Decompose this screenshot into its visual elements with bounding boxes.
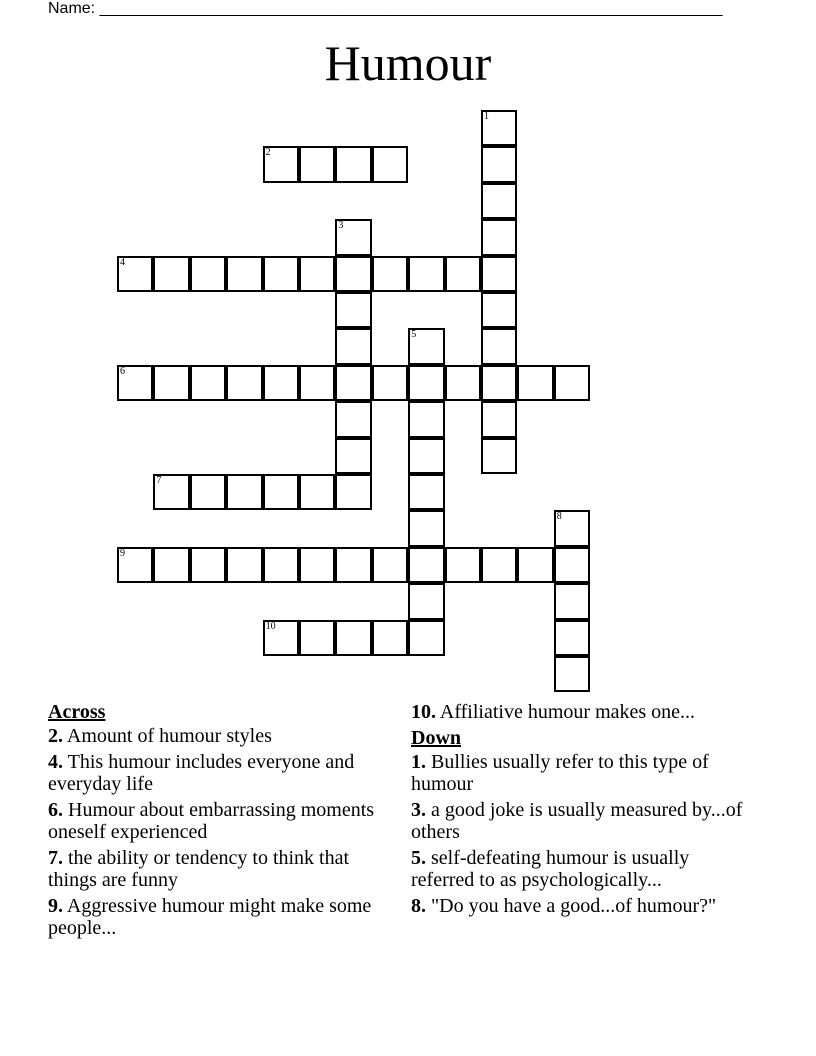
grid-cell[interactable] [481, 328, 517, 364]
grid-cell[interactable] [481, 365, 517, 401]
grid-cell[interactable] [554, 583, 590, 619]
grid-cell[interactable] [190, 365, 226, 401]
grid-cell[interactable] [554, 365, 590, 401]
grid-cell[interactable] [408, 510, 444, 546]
grid-cell[interactable] [408, 438, 444, 474]
grid-cell[interactable] [335, 292, 371, 328]
grid-cell[interactable] [263, 365, 299, 401]
grid-cell[interactable] [481, 438, 517, 474]
clue-number: 4. [48, 751, 63, 773]
clue-text: Bullies usually refer to this type of humour [411, 751, 709, 795]
clue-across-9 [48, 895, 393, 939]
grid-cell[interactable] [445, 256, 481, 292]
grid-cell[interactable] [445, 365, 481, 401]
grid-cell[interactable] [263, 547, 299, 583]
cell-number: 4 [120, 256, 125, 268]
grid-cell[interactable] [226, 365, 262, 401]
clue-number: 8. [411, 895, 426, 917]
grid-cell[interactable] [335, 365, 371, 401]
grid-cell[interactable] [372, 547, 408, 583]
grid-cell[interactable] [299, 620, 335, 656]
clue-text: Amount of humour styles [66, 725, 272, 747]
clue-text: This humour includes everyone and everyday life [48, 751, 355, 795]
clue-text: Humour about embarrassing moments oneself experienced [48, 799, 375, 843]
grid-cell[interactable] [554, 547, 590, 583]
clue-number: 10. [411, 701, 436, 723]
grid-cell[interactable] [335, 328, 371, 364]
grid-cell[interactable] [481, 256, 517, 292]
grid-cell[interactable] [445, 547, 481, 583]
grid-cell[interactable] [335, 219, 371, 255]
grid-cell[interactable] [263, 474, 299, 510]
cell-number: 1 [484, 111, 489, 122]
grid-cell[interactable] [263, 256, 299, 292]
clue-number: 6. [48, 799, 63, 821]
grid-cell[interactable] [408, 583, 444, 619]
grid-cell[interactable] [481, 110, 517, 146]
clue-text: Affiliative humour makes one... [439, 701, 696, 723]
clue-number: 2. [48, 725, 63, 747]
clue-down-5 [411, 847, 756, 891]
clue-number: 9. [48, 895, 63, 917]
clue-across-2 [48, 725, 393, 747]
clue-down-3 [411, 799, 756, 843]
clue-across-6 [48, 799, 393, 843]
grid-cell[interactable] [481, 547, 517, 583]
down-heading: Down [411, 727, 462, 749]
grid-cell[interactable] [263, 620, 299, 656]
grid-cell[interactable] [335, 620, 371, 656]
grid-cell[interactable] [190, 547, 226, 583]
grid-cell[interactable] [517, 365, 553, 401]
grid-cell[interactable] [372, 146, 408, 182]
clue-text: Aggressive humour might make some people... [48, 895, 372, 939]
grid-cell[interactable] [153, 547, 189, 583]
grid-cell[interactable] [153, 256, 189, 292]
name-line[interactable]: Name: ______________________________________________________________________ [48, 0, 723, 17]
grid-cell[interactable] [481, 183, 517, 219]
clue-across-10 [411, 701, 756, 723]
grid-cell[interactable] [481, 146, 517, 182]
page-title: Humour [324, 35, 492, 91]
clue-text: self-defeating humour is usually referred to as psychologically... [411, 847, 690, 891]
clue-across-4 [48, 751, 393, 795]
cell-number: 5 [411, 329, 417, 341]
grid-cell[interactable] [117, 365, 153, 401]
grid-cell[interactable] [408, 547, 444, 583]
clue-across-7 [48, 847, 393, 891]
grid-cell[interactable] [481, 401, 517, 437]
grid-cell[interactable] [335, 256, 371, 292]
grid-cell[interactable] [554, 510, 590, 546]
grid-cell[interactable] [153, 474, 189, 510]
grid-cell[interactable] [335, 547, 371, 583]
grid-cell[interactable] [408, 474, 444, 510]
clue-text: the ability or tendency to think that things are funny [48, 847, 350, 891]
grid-cell[interactable] [153, 365, 189, 401]
grid-cell[interactable] [335, 401, 371, 437]
grid-cell[interactable] [299, 146, 335, 182]
grid-cell[interactable] [335, 438, 371, 474]
clues-right-column [411, 701, 756, 921]
grid-cell[interactable] [226, 474, 262, 510]
grid-cell[interactable] [190, 474, 226, 510]
clue-down-1 [411, 751, 756, 795]
clue-number: 7. [48, 847, 63, 869]
grid-cell[interactable] [408, 365, 444, 401]
grid-cell[interactable] [117, 256, 153, 292]
cell-number: 10 [265, 620, 276, 632]
grid-cell[interactable] [554, 620, 590, 656]
grid-cell[interactable] [299, 547, 335, 583]
grid-cell[interactable] [226, 547, 262, 583]
cell-number: 6 [120, 365, 125, 377]
grid-cell[interactable] [481, 219, 517, 255]
grid-cell[interactable] [117, 547, 153, 583]
grid-cell[interactable] [299, 256, 335, 292]
grid-cell[interactable] [190, 256, 226, 292]
grid-cell[interactable] [263, 146, 299, 182]
grid-cell[interactable] [408, 328, 444, 364]
grid-cell[interactable] [372, 620, 408, 656]
cell-number: 8 [556, 511, 562, 523]
clue-number: 1. [411, 751, 426, 773]
grid-cell[interactable] [517, 547, 553, 583]
clue-number: 3. [411, 799, 426, 821]
grid-cell[interactable] [408, 256, 444, 292]
clues-left-column [48, 701, 393, 943]
grid-cell[interactable] [481, 292, 517, 328]
cell-number: 9 [120, 547, 125, 559]
clue-text: a good joke is usually measured by...of others [411, 799, 743, 843]
grid-cell[interactable] [335, 474, 371, 510]
cell-number: 3 [338, 220, 344, 232]
grid-cell[interactable] [372, 365, 408, 401]
cell-number: 7 [156, 475, 162, 486]
grid-cell[interactable] [408, 401, 444, 437]
cell-number: 2 [265, 147, 271, 159]
clue-number: 5. [411, 847, 426, 869]
grid-cell[interactable] [408, 620, 444, 656]
clue-text: "Do you have a good...of humour?" [431, 895, 717, 917]
grid-cell[interactable] [554, 656, 590, 692]
grid-cell[interactable] [299, 365, 335, 401]
clue-down-8 [411, 895, 756, 917]
grid-cell[interactable] [335, 146, 371, 182]
across-heading: Across [48, 701, 106, 723]
grid-cell[interactable] [299, 474, 335, 510]
grid-cell[interactable] [372, 256, 408, 292]
grid-cell[interactable] [226, 256, 262, 292]
